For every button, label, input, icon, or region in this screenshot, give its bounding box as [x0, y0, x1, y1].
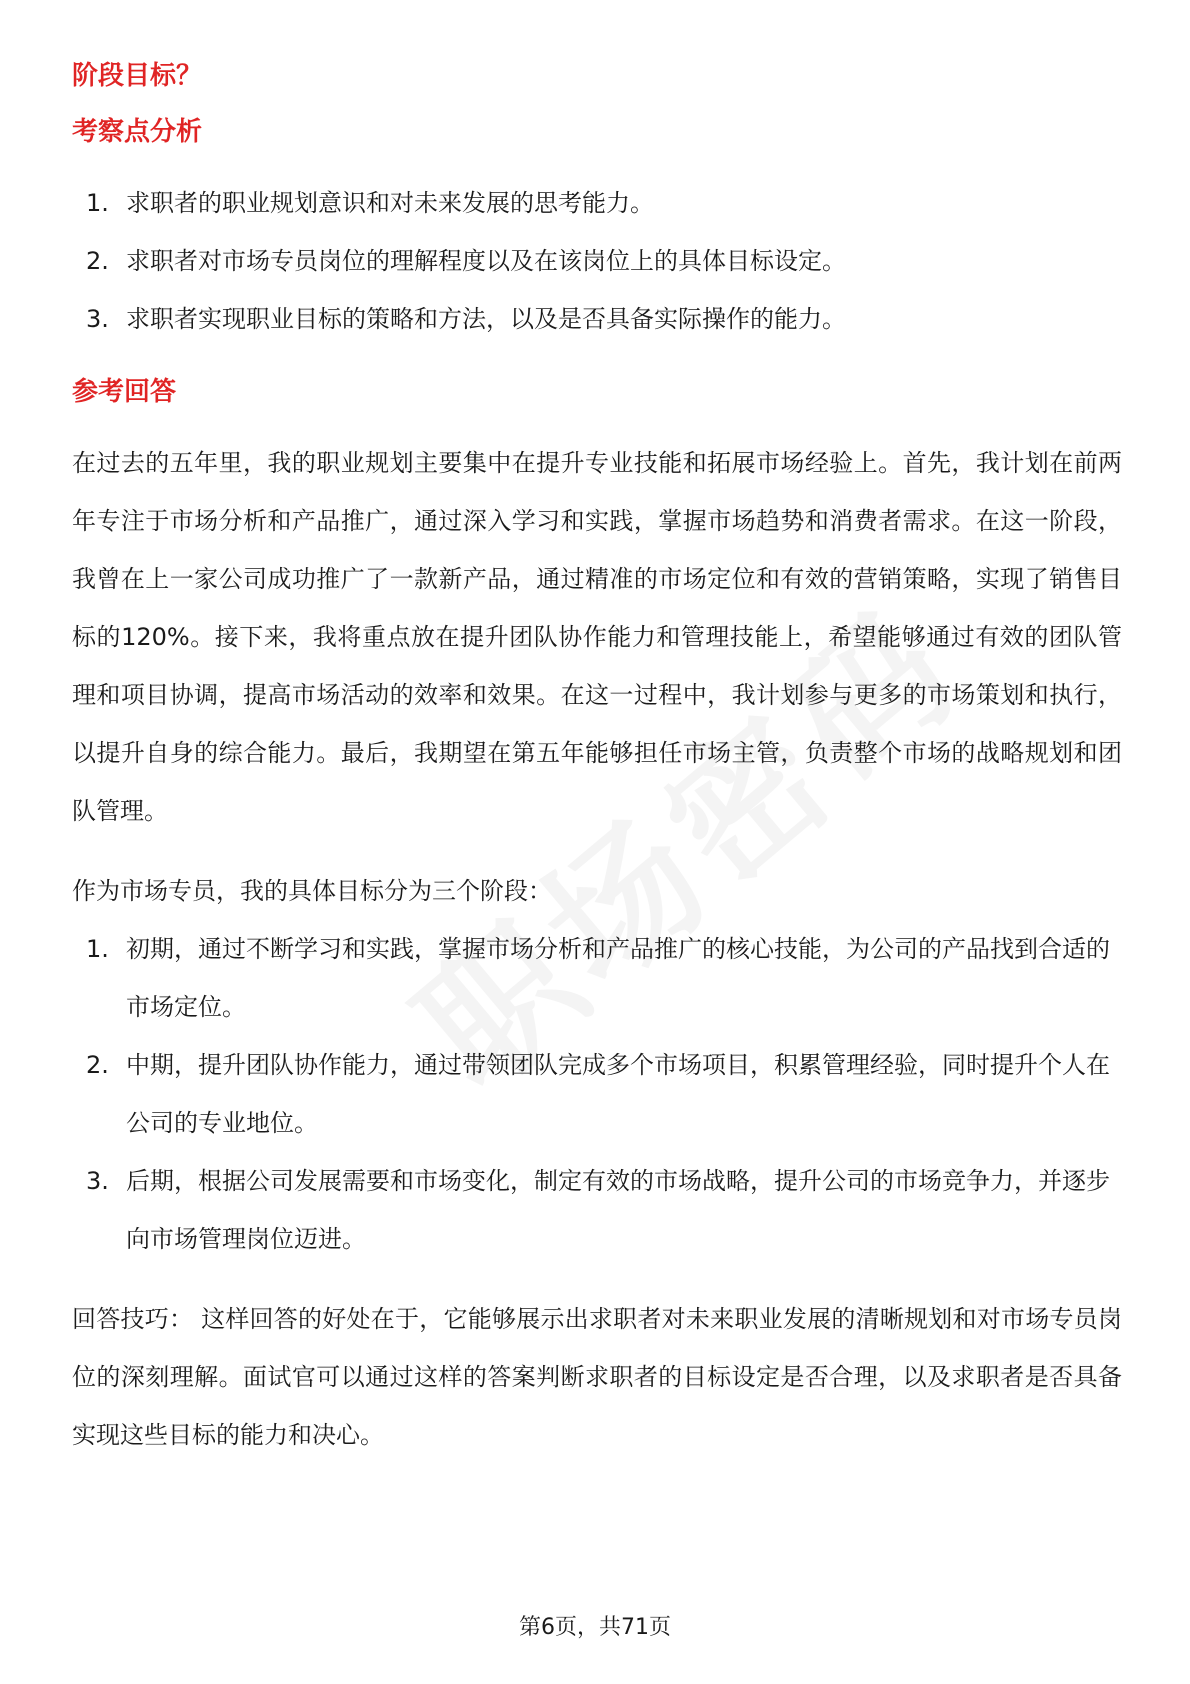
list-item-number: 3.	[86, 1167, 109, 1195]
list-item-number: 3.	[86, 305, 109, 333]
list-item-number: 2.	[86, 247, 109, 275]
list-item-text: 中期，提升团队协作能力，通过带领团队完成多个市场项目，积累管理经验，同时提升个人在公司的专业地位。	[126, 1051, 1110, 1137]
list-item-text: 求职者对市场专员岗位的理解程度以及在该岗位上的具体目标设定。	[126, 247, 846, 275]
list-item-text: 求职者的职业规划意识和对未来发展的思考能力。	[126, 189, 654, 217]
list-item-number: 2.	[86, 1051, 109, 1079]
list-item	[72, 232, 1122, 290]
page-footer: 第6页，共71页	[519, 1615, 671, 1640]
list-item-number: 1.	[86, 935, 109, 963]
list-item-text: 后期，根据公司发展需要和市场变化，制定有效的市场战略，提升公司的市场竞争力，并逐步向市场管理岗位迈进。	[126, 1167, 1110, 1253]
tips-paragraph: 回答技巧： 这样回答的好处在于，它能够展示出求职者对未来职业发展的清晰规划和对市场专员岗位的深刻理解。面试官可以通过这样的答案判断求职者的目标设定是否合理，以及求职者是否具备实现这些目标的能力和决心。	[72, 1305, 1122, 1449]
goals-intro: 作为市场专员，我的具体目标分为三个阶段：	[72, 877, 552, 905]
analysis-heading: 考察点分析	[72, 117, 203, 147]
answer-paragraph: 在过去的五年里，我的职业规划主要集中在提升专业技能和拓展市场经验上。首先，我计划在前两年专注于市场分析和产品推广，通过深入学习和实践，掌握市场趋势和消费者需求。在这一阶段，我曾在上一家公司成功推广了一款新产品，通过精准的市场定位和有效的营销策略，实现了销售目标的120%。接下来，我将重点放在提升团队协作能力和管理技能上，希望能够通过有效的团队管理和项目协调，提高市场活动的效率和效果。在这一过程中，我计划参与更多的市场策划和执行，以提升自身的综合能力。最后，我期望在第五年能够担任市场主管，负责整个市场的战略规划和团队管理。	[72, 449, 1122, 825]
list-item	[72, 174, 1122, 232]
list-item-number: 1.	[86, 189, 109, 217]
page-content	[72, 56, 1122, 1464]
analysis-list	[72, 174, 1122, 348]
reference-answer-heading: 参考回答	[72, 377, 177, 407]
list-item	[72, 1152, 1122, 1268]
list-item-text: 求职者实现职业目标的策略和方法，以及是否具备实际操作的能力。	[126, 305, 846, 333]
list-item-text: 初期，通过不断学习和实践，掌握市场分析和产品推广的核心技能，为公司的产品找到合适的市场定位。	[126, 935, 1110, 1021]
list-item	[72, 920, 1122, 1036]
goals-list	[72, 920, 1122, 1268]
list-item	[72, 1036, 1122, 1152]
list-item	[72, 290, 1122, 348]
stage-goal-heading: 阶段目标？	[72, 61, 203, 91]
